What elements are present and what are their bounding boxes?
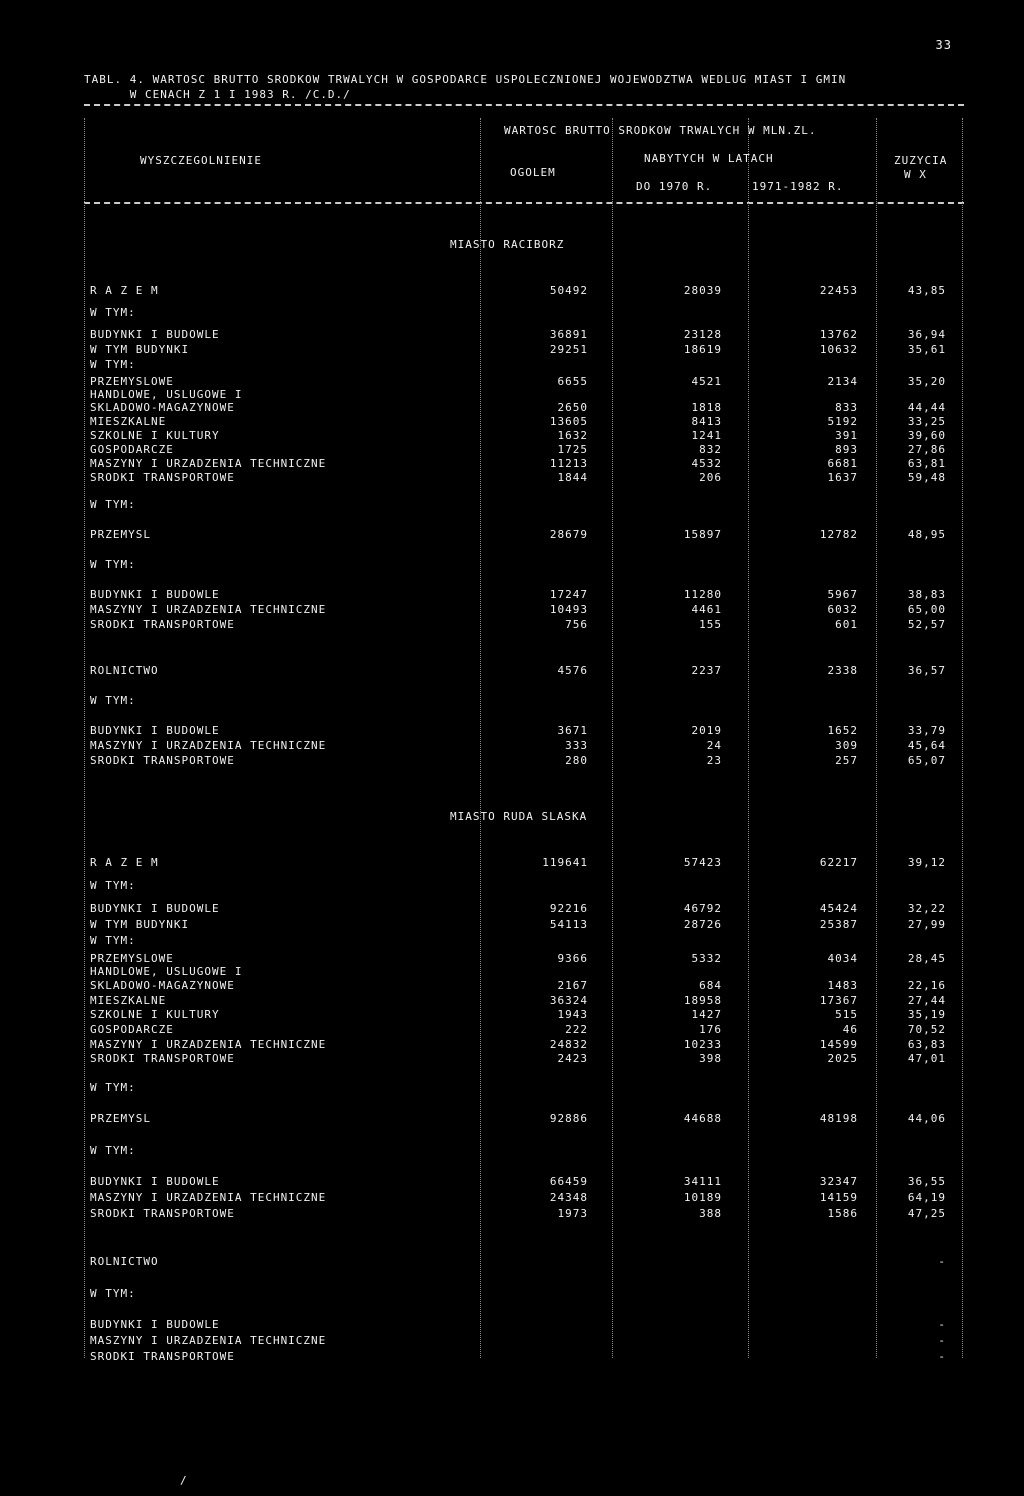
value-zuzycie: 27,86 bbox=[907, 443, 946, 456]
table-row bbox=[90, 443, 960, 456]
table-row bbox=[90, 588, 960, 601]
value-1971-1982: 1586 bbox=[827, 1206, 858, 1220]
value-ogolem: 36891 bbox=[549, 328, 588, 341]
value-zuzycie: 33,25 bbox=[907, 415, 946, 428]
header-wx: W X bbox=[904, 168, 927, 181]
header-ogolem: OGOLEM bbox=[510, 166, 556, 179]
value-1971-1982: 32347 bbox=[819, 1175, 858, 1189]
table-row bbox=[90, 994, 960, 1007]
row-label: BUDYNKI I BUDOWLE bbox=[90, 902, 220, 916]
row-label: W TYM: bbox=[90, 558, 136, 571]
section-title: MIASTO RACIBORZ bbox=[450, 238, 565, 251]
value-1971-1982: 2338 bbox=[827, 664, 858, 677]
value-1971-1982: 4034 bbox=[827, 951, 858, 965]
value-zuzycie: 45,64 bbox=[907, 739, 946, 752]
value-do-1970: 398 bbox=[699, 1052, 722, 1066]
value-do-1970: 2019 bbox=[691, 724, 722, 737]
table-row bbox=[90, 694, 960, 707]
value-zuzycie: - bbox=[938, 1333, 946, 1347]
value-ogolem: 2650 bbox=[557, 401, 588, 414]
row-label: W TYM: bbox=[90, 306, 136, 319]
value-1971-1982: 601 bbox=[835, 618, 858, 631]
row-label: SKLADOWO-MAGAZYNOWE bbox=[90, 978, 235, 992]
row-label: W TYM: bbox=[90, 933, 136, 947]
value-ogolem: 1632 bbox=[557, 429, 588, 442]
row-label: W TYM: bbox=[90, 498, 136, 511]
value-1971-1982: 6032 bbox=[827, 603, 858, 616]
value-1971-1982: 2134 bbox=[827, 375, 858, 388]
column-rule bbox=[962, 118, 963, 1358]
value-zuzycie: 63,83 bbox=[907, 1037, 946, 1051]
value-do-1970: 4521 bbox=[691, 375, 722, 388]
row-label: SRODKI TRANSPORTOWE bbox=[90, 1349, 235, 1363]
value-zuzycie: 39,60 bbox=[907, 429, 946, 442]
table-row bbox=[90, 856, 960, 869]
table-title bbox=[84, 72, 846, 102]
row-label: SRODKI TRANSPORTOWE bbox=[90, 471, 235, 484]
table-row bbox=[90, 739, 960, 752]
table-row bbox=[90, 1112, 960, 1125]
value-1971-1982: 12782 bbox=[819, 528, 858, 541]
divider bbox=[84, 104, 964, 106]
value-zuzycie: 52,57 bbox=[907, 618, 946, 631]
value-ogolem: 17247 bbox=[549, 588, 588, 601]
value-1971-1982: 1652 bbox=[827, 724, 858, 737]
value-ogolem: 28679 bbox=[549, 528, 588, 541]
value-do-1970: 44688 bbox=[683, 1112, 722, 1126]
value-ogolem: 1725 bbox=[557, 443, 588, 456]
table-row bbox=[90, 1334, 960, 1347]
value-do-1970: 1818 bbox=[691, 401, 722, 414]
value-1971-1982: 5192 bbox=[827, 415, 858, 428]
value-zuzycie: 27,99 bbox=[907, 917, 946, 931]
value-zuzycie: 38,83 bbox=[907, 588, 946, 601]
row-label: MASZYNY I URZADZENIA TECHNICZNE bbox=[90, 603, 327, 616]
title-line-1: TABL. 4. WARTOSC BRUTTO SRODKOW TRWALYCH W GOSPODARCE USPOLECZNIONEJ WOJEWODZTWA WEDLUG MIAST I GMIN bbox=[84, 73, 847, 86]
value-zuzycie: 44,06 bbox=[907, 1112, 946, 1126]
row-label: W TYM: bbox=[90, 1143, 136, 1157]
row-label: W TYM: bbox=[90, 1080, 136, 1094]
value-do-1970: 1241 bbox=[691, 429, 722, 442]
value-ogolem: 10493 bbox=[549, 603, 588, 616]
table-row bbox=[90, 457, 960, 470]
value-do-1970: 10233 bbox=[683, 1037, 722, 1051]
value-do-1970: 8413 bbox=[691, 415, 722, 428]
value-ogolem: 24832 bbox=[549, 1037, 588, 1051]
table-row bbox=[90, 754, 960, 767]
value-1971-1982: 1483 bbox=[827, 978, 858, 992]
value-1971-1982: 257 bbox=[835, 754, 858, 767]
table-row bbox=[90, 1023, 960, 1036]
table-row bbox=[90, 1081, 960, 1094]
value-ogolem: 66459 bbox=[549, 1175, 588, 1189]
table-row bbox=[90, 1144, 960, 1157]
value-do-1970: 388 bbox=[699, 1206, 722, 1220]
value-1971-1982: 6681 bbox=[827, 457, 858, 470]
table-row bbox=[90, 358, 960, 371]
value-zuzycie: 35,20 bbox=[907, 375, 946, 388]
table-row bbox=[90, 1052, 960, 1065]
table-row bbox=[90, 1191, 960, 1204]
value-ogolem: 119641 bbox=[542, 856, 588, 869]
table-row bbox=[90, 306, 960, 319]
row-label: ROLNICTWO bbox=[90, 664, 159, 677]
column-rule bbox=[612, 118, 613, 1358]
table-row bbox=[90, 558, 960, 571]
value-do-1970: 4532 bbox=[691, 457, 722, 470]
value-do-1970: 28039 bbox=[683, 284, 722, 297]
value-do-1970: 24 bbox=[706, 739, 722, 752]
value-do-1970: 832 bbox=[699, 443, 722, 456]
header-wyszczegolnienie: WYSZCZEGOLNIENIE bbox=[140, 154, 262, 167]
value-zuzycie: 36,55 bbox=[907, 1175, 946, 1189]
value-ogolem: 92886 bbox=[549, 1112, 588, 1126]
value-zuzycie: 47,25 bbox=[907, 1206, 946, 1220]
value-1971-1982: 17367 bbox=[819, 993, 858, 1007]
table-row bbox=[90, 1038, 960, 1051]
value-1971-1982: 893 bbox=[835, 443, 858, 456]
table-row bbox=[90, 1207, 960, 1220]
row-label: MASZYNY I URZADZENIA TECHNICZNE bbox=[90, 1190, 327, 1204]
table-row bbox=[90, 328, 960, 341]
table-row bbox=[90, 979, 960, 992]
table-row bbox=[90, 902, 960, 915]
value-1971-1982: 62217 bbox=[819, 856, 858, 869]
value-do-1970: 176 bbox=[699, 1022, 722, 1036]
row-label: PRZEMYSL bbox=[90, 1112, 151, 1126]
value-1971-1982: 13762 bbox=[819, 328, 858, 341]
row-label: SRODKI TRANSPORTOWE bbox=[90, 1206, 235, 1220]
row-label: W TYM BUDYNKI bbox=[90, 917, 190, 931]
value-ogolem: 2423 bbox=[557, 1052, 588, 1066]
row-label: BUDYNKI I BUDOWLE bbox=[90, 588, 220, 601]
value-ogolem: 50492 bbox=[549, 284, 588, 297]
row-label: SZKOLNE I KULTURY bbox=[90, 429, 220, 442]
table-row bbox=[90, 401, 960, 414]
value-do-1970: 46792 bbox=[683, 902, 722, 916]
value-ogolem: 756 bbox=[565, 618, 588, 631]
title-line-2: W CENACH Z 1 I 1983 R. /C.D./ bbox=[129, 88, 351, 101]
table-row bbox=[90, 603, 960, 616]
value-zuzycie: 63,81 bbox=[907, 457, 946, 470]
value-1971-1982: 14159 bbox=[819, 1190, 858, 1204]
column-rule bbox=[480, 118, 481, 1358]
table-header bbox=[84, 118, 964, 204]
value-ogolem: 2167 bbox=[557, 978, 588, 992]
table-row bbox=[90, 498, 960, 511]
value-do-1970: 11280 bbox=[683, 588, 722, 601]
column-rule bbox=[876, 118, 877, 1358]
value-1971-1982: 5967 bbox=[827, 588, 858, 601]
value-ogolem: 92216 bbox=[549, 902, 588, 916]
value-ogolem: 3671 bbox=[557, 724, 588, 737]
header-nabytych: NABYTYCH W LATACH bbox=[644, 152, 774, 165]
footer-mark: / bbox=[180, 1474, 188, 1487]
table-row bbox=[90, 952, 960, 965]
value-1971-1982: 833 bbox=[835, 401, 858, 414]
value-ogolem: 333 bbox=[565, 739, 588, 752]
value-zuzycie: 28,45 bbox=[907, 951, 946, 965]
value-zuzycie: 35,61 bbox=[907, 343, 946, 356]
value-do-1970: 15897 bbox=[683, 528, 722, 541]
section-title: MIASTO RUDA SLASKA bbox=[450, 810, 588, 823]
row-label: BUDYNKI I BUDOWLE bbox=[90, 1318, 220, 1331]
value-ogolem: 280 bbox=[565, 754, 588, 767]
table-row bbox=[90, 965, 960, 978]
value-ogolem: 6655 bbox=[557, 375, 588, 388]
table-row bbox=[90, 1287, 960, 1300]
value-1971-1982: 48198 bbox=[819, 1112, 858, 1126]
value-ogolem: 1844 bbox=[557, 471, 588, 484]
table-row bbox=[90, 724, 960, 737]
table-row bbox=[90, 388, 960, 401]
table-row bbox=[90, 1318, 960, 1331]
row-label: MASZYNY I URZADZENIA TECHNICZNE bbox=[90, 1037, 327, 1051]
value-zuzycie: 35,19 bbox=[907, 1008, 946, 1022]
divider bbox=[84, 202, 964, 204]
value-1971-1982: 14599 bbox=[819, 1037, 858, 1051]
value-do-1970: 28726 bbox=[683, 917, 722, 931]
value-1971-1982: 515 bbox=[835, 1008, 858, 1022]
value-ogolem: 29251 bbox=[549, 343, 588, 356]
value-zuzycie: 27,44 bbox=[907, 993, 946, 1007]
row-label: GOSPODARCZE bbox=[90, 443, 174, 456]
value-do-1970: 10189 bbox=[683, 1190, 722, 1204]
value-1971-1982: 22453 bbox=[819, 284, 858, 297]
row-label: BUDYNKI I BUDOWLE bbox=[90, 328, 220, 341]
value-ogolem: 11213 bbox=[549, 457, 588, 470]
row-label: HANDLOWE, USLUGOWE I bbox=[90, 388, 243, 401]
value-zuzycie: 33,79 bbox=[907, 724, 946, 737]
value-do-1970: 18958 bbox=[683, 993, 722, 1007]
header-do-1970: DO 1970 R. bbox=[636, 180, 713, 193]
value-do-1970: 23128 bbox=[683, 328, 722, 341]
value-do-1970: 206 bbox=[699, 471, 722, 484]
row-label: SRODKI TRANSPORTOWE bbox=[90, 754, 235, 767]
value-ogolem: 222 bbox=[565, 1022, 588, 1036]
value-zuzycie: - bbox=[938, 1318, 946, 1331]
value-do-1970: 18619 bbox=[683, 343, 722, 356]
value-ogolem: 1973 bbox=[557, 1206, 588, 1220]
row-label: PRZEMYSLOWE bbox=[90, 951, 174, 965]
value-zuzycie: 70,52 bbox=[907, 1022, 946, 1036]
table-row bbox=[90, 618, 960, 631]
row-label: MASZYNY I URZADZENIA TECHNICZNE bbox=[90, 739, 327, 752]
table-row bbox=[90, 284, 960, 297]
header-wartosc: WARTOSC BRUTTO SRODKOW TRWALYCH W MLN.ZL. bbox=[504, 124, 817, 137]
value-zuzycie: 65,07 bbox=[907, 754, 946, 767]
row-label: R A Z E M bbox=[90, 284, 159, 297]
value-zuzycie: 43,85 bbox=[907, 284, 946, 297]
row-label: W TYM: bbox=[90, 694, 136, 707]
row-label: W TYM: bbox=[90, 1286, 136, 1300]
value-ogolem: 24348 bbox=[549, 1190, 588, 1204]
value-1971-1982: 46 bbox=[842, 1022, 858, 1036]
row-label: PRZEMYSLOWE bbox=[90, 375, 174, 388]
table-row bbox=[90, 343, 960, 356]
row-label: BUDYNKI I BUDOWLE bbox=[90, 1175, 220, 1189]
table-row bbox=[90, 1175, 960, 1188]
value-zuzycie: 47,01 bbox=[907, 1052, 946, 1066]
table-row bbox=[90, 1255, 960, 1268]
value-ogolem: 4576 bbox=[557, 664, 588, 677]
table-row bbox=[90, 918, 960, 931]
row-label: MIESZKALNE bbox=[90, 993, 167, 1007]
row-label: MASZYNY I URZADZENIA TECHNICZNE bbox=[90, 1333, 327, 1347]
row-label: MASZYNY I URZADZENIA TECHNICZNE bbox=[90, 457, 327, 470]
value-zuzycie: 65,00 bbox=[907, 603, 946, 616]
row-label: SRODKI TRANSPORTOWE bbox=[90, 618, 235, 631]
table-row bbox=[90, 879, 960, 892]
value-do-1970: 57423 bbox=[683, 856, 722, 869]
value-do-1970: 684 bbox=[699, 978, 722, 992]
table-row bbox=[90, 471, 960, 484]
value-do-1970: 23 bbox=[706, 754, 722, 767]
table-row bbox=[90, 415, 960, 428]
value-zuzycie: 44,44 bbox=[907, 401, 946, 414]
table-row bbox=[90, 528, 960, 541]
value-do-1970: 2237 bbox=[691, 664, 722, 677]
row-label: ROLNICTWO bbox=[90, 1255, 159, 1268]
value-do-1970: 34111 bbox=[683, 1175, 722, 1189]
value-1971-1982: 1637 bbox=[827, 471, 858, 484]
row-label: SZKOLNE I KULTURY bbox=[90, 1008, 220, 1022]
value-ogolem: 54113 bbox=[549, 917, 588, 931]
value-zuzycie: - bbox=[938, 1255, 946, 1268]
value-1971-1982: 391 bbox=[835, 429, 858, 442]
value-zuzycie: 59,48 bbox=[907, 471, 946, 484]
row-label: BUDYNKI I BUDOWLE bbox=[90, 724, 220, 737]
value-do-1970: 5332 bbox=[691, 951, 722, 965]
value-ogolem: 9366 bbox=[557, 951, 588, 965]
page-number: 33 bbox=[935, 38, 952, 52]
header-zuzycia: ZUZYCIA bbox=[894, 154, 948, 167]
row-label: SRODKI TRANSPORTOWE bbox=[90, 1052, 235, 1066]
value-zuzycie: 32,22 bbox=[907, 902, 946, 916]
value-do-1970: 155 bbox=[699, 618, 722, 631]
value-zuzycie: 64,19 bbox=[907, 1190, 946, 1204]
value-1971-1982: 309 bbox=[835, 739, 858, 752]
header-1971-1982: 1971-1982 R. bbox=[752, 180, 844, 193]
row-label: W TYM: bbox=[90, 358, 136, 371]
column-rule bbox=[84, 118, 85, 1358]
value-ogolem: 36324 bbox=[549, 993, 588, 1007]
row-label: MIESZKALNE bbox=[90, 415, 167, 428]
row-label: W TYM: bbox=[90, 879, 136, 893]
value-do-1970: 1427 bbox=[691, 1008, 722, 1022]
row-label: GOSPODARCZE bbox=[90, 1022, 174, 1036]
table-row bbox=[90, 429, 960, 442]
table-row bbox=[90, 375, 960, 388]
value-1971-1982: 25387 bbox=[819, 917, 858, 931]
value-zuzycie: 39,12 bbox=[907, 856, 946, 869]
value-zuzycie: 22,16 bbox=[907, 978, 946, 992]
value-1971-1982: 10632 bbox=[819, 343, 858, 356]
row-label: SKLADOWO-MAGAZYNOWE bbox=[90, 401, 235, 414]
value-do-1970: 4461 bbox=[691, 603, 722, 616]
table-row bbox=[90, 934, 960, 947]
value-1971-1982: 45424 bbox=[819, 902, 858, 916]
table-row bbox=[90, 1008, 960, 1021]
value-1971-1982: 2025 bbox=[827, 1052, 858, 1066]
table-row bbox=[90, 1350, 960, 1363]
row-label: PRZEMYSL bbox=[90, 528, 151, 541]
column-rule bbox=[748, 118, 749, 1358]
row-label: HANDLOWE, USLUGOWE I bbox=[90, 965, 243, 979]
row-label: W TYM BUDYNKI bbox=[90, 343, 190, 356]
table-row bbox=[90, 664, 960, 677]
value-zuzycie: 36,57 bbox=[907, 664, 946, 677]
value-zuzycie: 36,94 bbox=[907, 328, 946, 341]
value-zuzycie: 48,95 bbox=[907, 528, 946, 541]
value-ogolem: 1943 bbox=[557, 1008, 588, 1022]
row-label: R A Z E M bbox=[90, 856, 159, 869]
value-zuzycie: - bbox=[938, 1349, 946, 1363]
value-ogolem: 13605 bbox=[549, 415, 588, 428]
